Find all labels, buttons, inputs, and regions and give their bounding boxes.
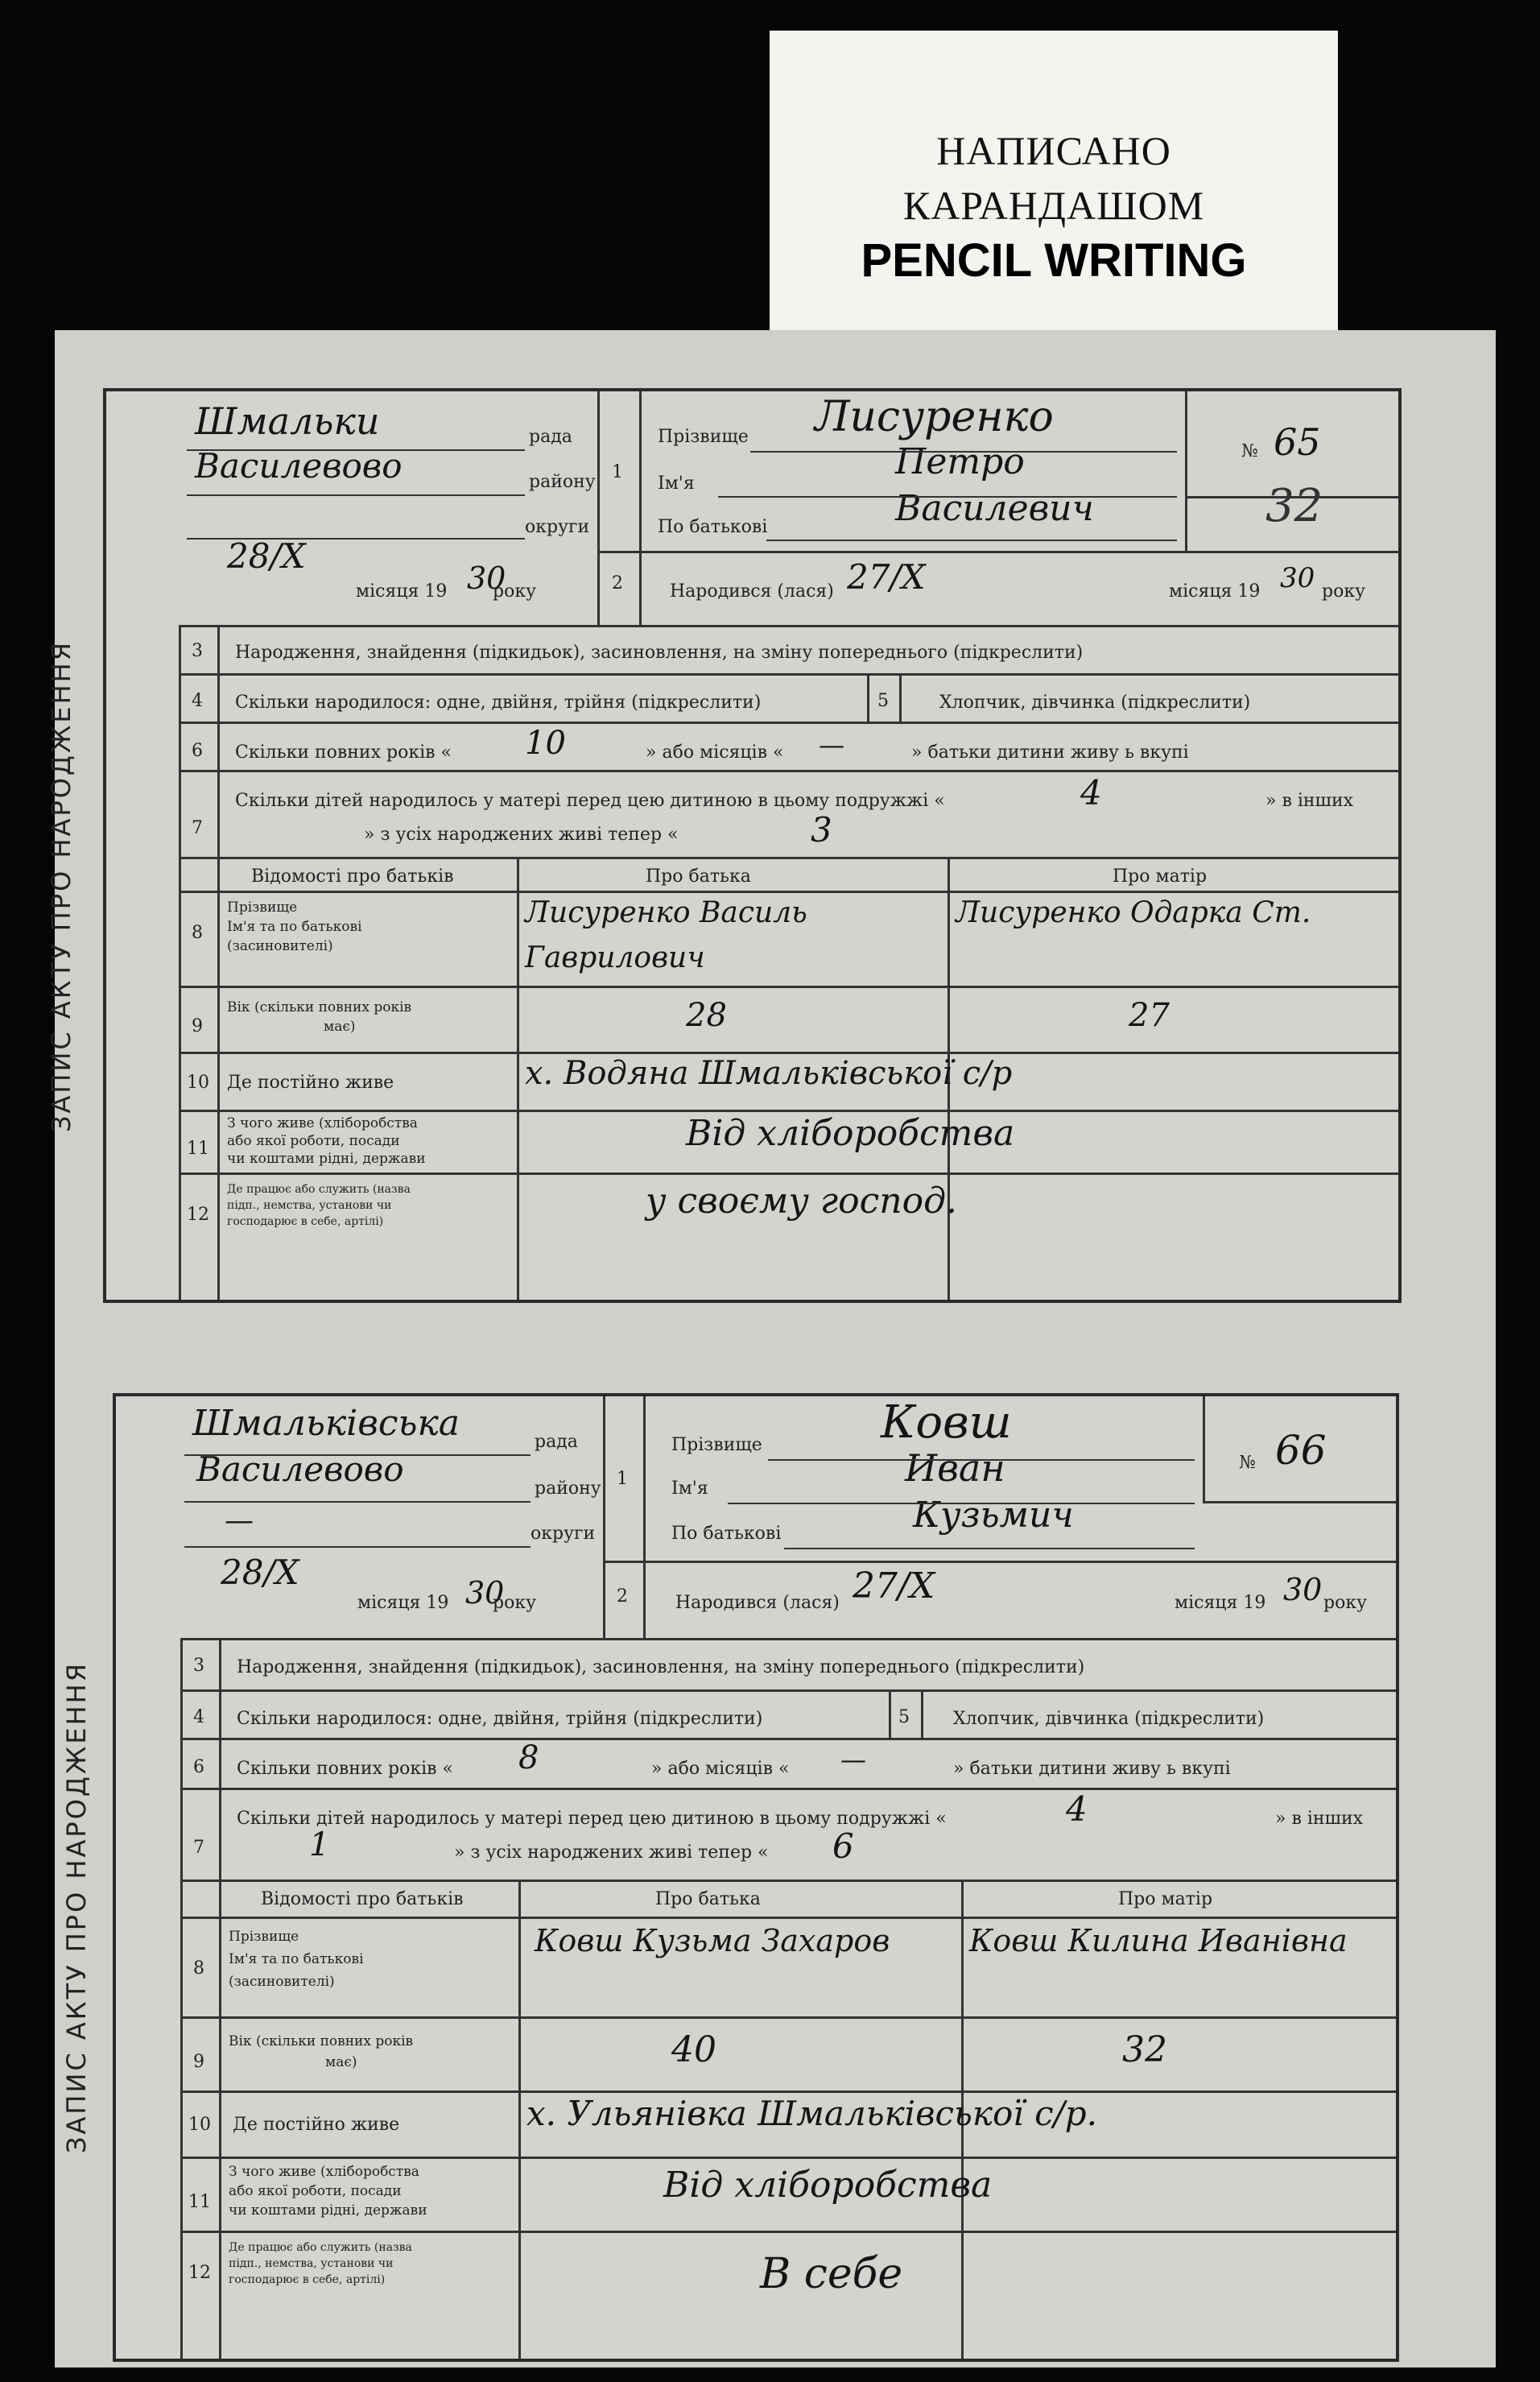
header-info: Відомості про батьків <box>261 1889 464 1909</box>
header-info: Відомості про батьків <box>251 866 454 887</box>
father-age-value: 40 <box>671 2029 716 2070</box>
years-together-value: 8 <box>518 1739 539 1776</box>
patronymic-label: По батькові <box>658 517 768 537</box>
patronymic-label: По батькові <box>671 1524 782 1544</box>
number-label: № <box>1241 441 1258 461</box>
row3-text: Народження, знайдення (підкидьок), засиновлення, на зміну попереднього (підкреслити) <box>235 643 1084 663</box>
row11-line1: З чого живе (хліборобства <box>227 1115 418 1131</box>
name-value: Иван <box>905 1446 1005 1490</box>
row3-text: Народження, знайдення (підкидьок), засиновлення, на зміну попереднього (підкреслити) <box>237 1657 1085 1677</box>
row11-line3: чи коштами рідні, держави <box>229 2202 427 2219</box>
birth-year-value: 30 <box>1283 1572 1323 1607</box>
row7-text-c: » з усіх народжених живі тепер « <box>364 825 679 845</box>
label-line-1: НАПИСАНО <box>936 128 1171 173</box>
birth-year-value: 30 <box>1280 562 1315 594</box>
label-line-3: PENCIL WRITING <box>861 234 1247 287</box>
surname-value: Ковш <box>881 1396 1012 1449</box>
row4-text: Скільки народилося: одне, двійня, трійня (підкреслити) <box>237 1709 763 1729</box>
row12-line3: господарює в себе, артілі) <box>227 1215 384 1228</box>
record-number-extra: 32 <box>1265 480 1323 532</box>
pencil-writing-label <box>770 31 1338 330</box>
reg-year-value: 30 <box>467 560 506 596</box>
row12-line1: Де працює або служить (назва <box>227 1183 411 1196</box>
born-roku-label: року <box>1323 1593 1368 1613</box>
rada-label: рада <box>535 1432 578 1452</box>
row10-text: Де постійно живе <box>227 1073 394 1093</box>
row8-line3: (засиновителі) <box>229 1974 335 1990</box>
raion-value: Василевово <box>195 446 403 486</box>
header-father: Про батька <box>646 866 751 887</box>
row8-line2: Ім'я та по батькові <box>229 1951 364 1967</box>
patronymic-value: Василевич <box>895 488 1094 529</box>
workplace-value: В себе <box>760 2250 903 2298</box>
years-together-value: 10 <box>525 725 566 762</box>
record-number: 66 <box>1275 1427 1327 1474</box>
row7-text-b: » в інших <box>1265 791 1354 811</box>
row6-text-a: Скільки повних років « <box>235 742 452 763</box>
row7-text-a: Скільки дітей народилось у матері перед цею дитиною в цьому подружжі « <box>237 1809 947 1829</box>
born-label: Народився (лася) <box>675 1593 840 1613</box>
row7-text-b: » в інших <box>1275 1809 1364 1829</box>
birth-date-value: 27/X <box>847 557 926 597</box>
father-name-value: Ковш Кузьма Захаров <box>535 1923 890 1958</box>
name-value: Петро <box>895 441 1025 482</box>
okrugy-value: — <box>225 1504 254 1537</box>
label-line-2: КАРАНДАШОМ <box>902 183 1205 228</box>
header-mother: Про матір <box>1118 1889 1213 1909</box>
form-side-title: ЗАПИС АКТУ ПРО НАРОДЖЕННЯ <box>61 1661 92 2153</box>
row9-line1: Вік (скільки повних років <box>227 999 412 1015</box>
months-together-value: — <box>819 730 844 760</box>
row11-line2: або якої роботи, посади <box>229 2183 402 2199</box>
rada-value: Шмальківська <box>192 1403 460 1444</box>
record-number: 65 <box>1274 420 1321 464</box>
workplace-value: у своєму господ. <box>646 1181 957 1222</box>
patronymic-value: Кузьмич <box>913 1495 1074 1536</box>
row9-line2: має) <box>325 2054 357 2070</box>
row6-text-a: Скільки повних років « <box>237 1759 453 1779</box>
row12-line2: підп., немства, установи чи <box>229 2257 394 2270</box>
header-father: Про батька <box>655 1889 761 1909</box>
row6-text-c: » батьки дитини живу ь вкупі <box>953 1759 1231 1779</box>
okrugy-label: округи <box>525 517 590 537</box>
row4-text: Скільки народилося: одне, двійня, трійня (підкреслити) <box>235 693 762 713</box>
reg-month-label: місяця 19 <box>357 1593 449 1613</box>
row7-text-c: » з усіх народжених живі тепер « <box>454 1842 769 1863</box>
mother-age-value: 32 <box>1122 2029 1167 2070</box>
form-side-title: ЗАПИС АКТУ ПРО НАРОДЖЕННЯ <box>46 640 76 1132</box>
row11-line3: чи коштами рідні, держави <box>227 1151 426 1167</box>
surname-label: Прізвище <box>671 1435 762 1455</box>
birth-record-form-1: ЗАПИС АКТУ ПРО НАРОДЖЕННЯ рада Шмальки району Василевово округи 28/X місяця 19 30 року 1 2 Прізвище Лисуренко Ім'я Петро По батькові Василевич № 65 32 Народився (лася) 27/X місяця 19 30 року 3 Народження, знайдення (підкидьок), засиновлення, на зміну попереднього (підкреслити) 4 Скільки народилося: одне, двійня, трійня (підкреслити) 5 Хлопчик, дівчинка (підкреслити) 6 Скільки повних років « 10 » або місяців « — » батьки дитини живу ь вкупі 7 Скільки дітей народилось у матері перед цею дитиною в цьому подружжі « 4 » в інших » з усіх народжених живі тепер « 3 Відомості про батьків Про батька Про матір 8 Прізвище Ім'я та по батькові (засиновителі) Лисуренко Василь Гаврилович Лисуренко Одарка Ст. 9 Вік (скільки повних років має) 28 27 10 Де постійно живе х. Водяна Шмальківської с/р 11 З чого живе (хліборобства або якої роботи, посади чи коштами рідні, держави Від хліборобства 12 Де працює або служить (назва підп., немства, установи чи господарює в себе, артілі) у своєму господ. <box>103 388 1402 1303</box>
occupation-value: Від хліборобства <box>663 2165 993 2206</box>
children-alive-value: 6 <box>832 1826 854 1866</box>
surname-value: Лисуренко <box>815 393 1054 441</box>
birth-record-form-2: ЗАПИС АКТУ ПРО НАРОДЖЕННЯ рада Шмальківська району Василевово округи — 28/X місяця 19 30 року 1 2 Прізвище Ковш Ім'я Иван По батькові Кузьмич № 66 Народився (лася) 27/X місяця 19 30 року 3 Народження, знайдення (підкидьок), засиновлення, на зміну попереднього (підкреслити) 4 Скільки народилося: одне, двійня, трійня (підкреслити) 5 Хлопчик, дівчинка (підкреслити) 6 Скільки повних років « 8 » або місяців « — » батьки дитини живу ь вкупі 7 Скільки дітей народилось у матері перед цею дитиною в цьому подружжі « 4 » в інших 1 » з усіх народжених живі тепер « 6 Відомості про батьків Про батька Про матір 8 Прізвище Ім'я та по батькові (засиновителі) Ковш Кузьма Захаров Ковш Килина Иванівна 9 Вік (скільки повних років має) 40 32 10 Де постійно живе х. Ульянівка Шмальківської с/р. 11 З чого живе (хліборобства або якої роботи, посади чи коштами рідні, держави Від хліборобства 12 Де працює або служить (назва підп., немства, установи чи господарює в себе, артілі) В себе <box>113 1393 1399 2362</box>
row11-line2: або якої роботи, посади <box>227 1133 400 1149</box>
raion-label: району <box>529 472 596 492</box>
row6-text-b: » або місяців « <box>646 742 784 763</box>
header-mother: Про матір <box>1113 866 1208 887</box>
reg-year-value: 30 <box>465 1575 505 1611</box>
raion-label: району <box>535 1478 601 1499</box>
reg-date-value: 28/X <box>221 1553 299 1592</box>
reg-month-label: місяця 19 <box>356 581 448 602</box>
father-name-value: Лисуренко Василь Гаврилович <box>525 896 807 974</box>
rada-value: Шмальки <box>195 399 380 443</box>
mother-age-value: 27 <box>1129 997 1170 1034</box>
row8-line1: Прізвище <box>227 899 298 916</box>
row10-text: Де постійно живе <box>233 2115 400 2135</box>
surname-label: Прізвище <box>658 427 749 447</box>
mother-name-value: Ковш Килина Иванівна <box>969 1923 1348 1958</box>
reg-date-value: 28/X <box>227 536 306 576</box>
mother-name-value: Лисуренко Одарка Ст. <box>956 896 1311 929</box>
okrugy-label: округи <box>531 1524 596 1544</box>
children-this-marriage-value: 4 <box>1080 773 1102 813</box>
birth-date-value: 27/X <box>853 1565 935 1607</box>
row12-line1: Де працює або служить (назва <box>229 2241 412 2254</box>
father-age-value: 28 <box>686 997 727 1034</box>
row12-line3: господарює в себе, артілі) <box>229 2273 386 2286</box>
row5-text: Хлопчик, дівчинка (підкреслити) <box>939 693 1251 713</box>
row8-line2: Ім'я та по батькові <box>227 919 362 935</box>
row8-line1: Прізвище <box>229 1929 299 1945</box>
row6-text-c: » батьки дитини живу ь вкупі <box>911 742 1189 763</box>
row9-line1: Вік (скільки повних років <box>229 2033 414 2049</box>
born-label: Народився (лася) <box>670 581 834 602</box>
born-month-label: місяця 19 <box>1169 581 1261 602</box>
children-alive-value: 3 <box>811 810 832 850</box>
row12-line2: підп., немства, установи чи <box>227 1199 392 1212</box>
name-label: Ім'я <box>658 474 695 494</box>
children-other-value: 1 <box>309 1826 330 1863</box>
born-month-label: місяця 19 <box>1175 1593 1266 1613</box>
row8-line3: (засиновителі) <box>227 938 333 954</box>
occupation-value: Від хліборобства <box>686 1113 1015 1154</box>
months-together-value: — <box>840 1744 866 1775</box>
row5-text: Хлопчик, дівчинка (підкреслити) <box>953 1709 1265 1729</box>
name-label: Ім'я <box>671 1478 708 1499</box>
residence-value: х. Ульянівка Шмальківської с/р. <box>526 2094 1097 2133</box>
rada-label: рада <box>529 427 572 447</box>
reg-roku-label: року <box>493 581 537 602</box>
reg-roku-label: року <box>493 1593 537 1613</box>
row6-text-b: » або місяців « <box>651 1759 790 1779</box>
born-roku-label: року <box>1322 581 1366 602</box>
number-label: № <box>1239 1453 1256 1473</box>
row11-line1: З чого живе (хліборобства <box>229 2164 419 2180</box>
row7-text-a: Скільки дітей народилось у матері перед цею дитиною в цьому подружжі « <box>235 791 945 811</box>
raion-value: Василевово <box>196 1449 404 1489</box>
row9-line2: має) <box>324 1019 356 1035</box>
children-this-marriage-value: 4 <box>1066 1789 1088 1829</box>
residence-value: х. Водяна Шмальківської с/р <box>525 1055 1013 1092</box>
